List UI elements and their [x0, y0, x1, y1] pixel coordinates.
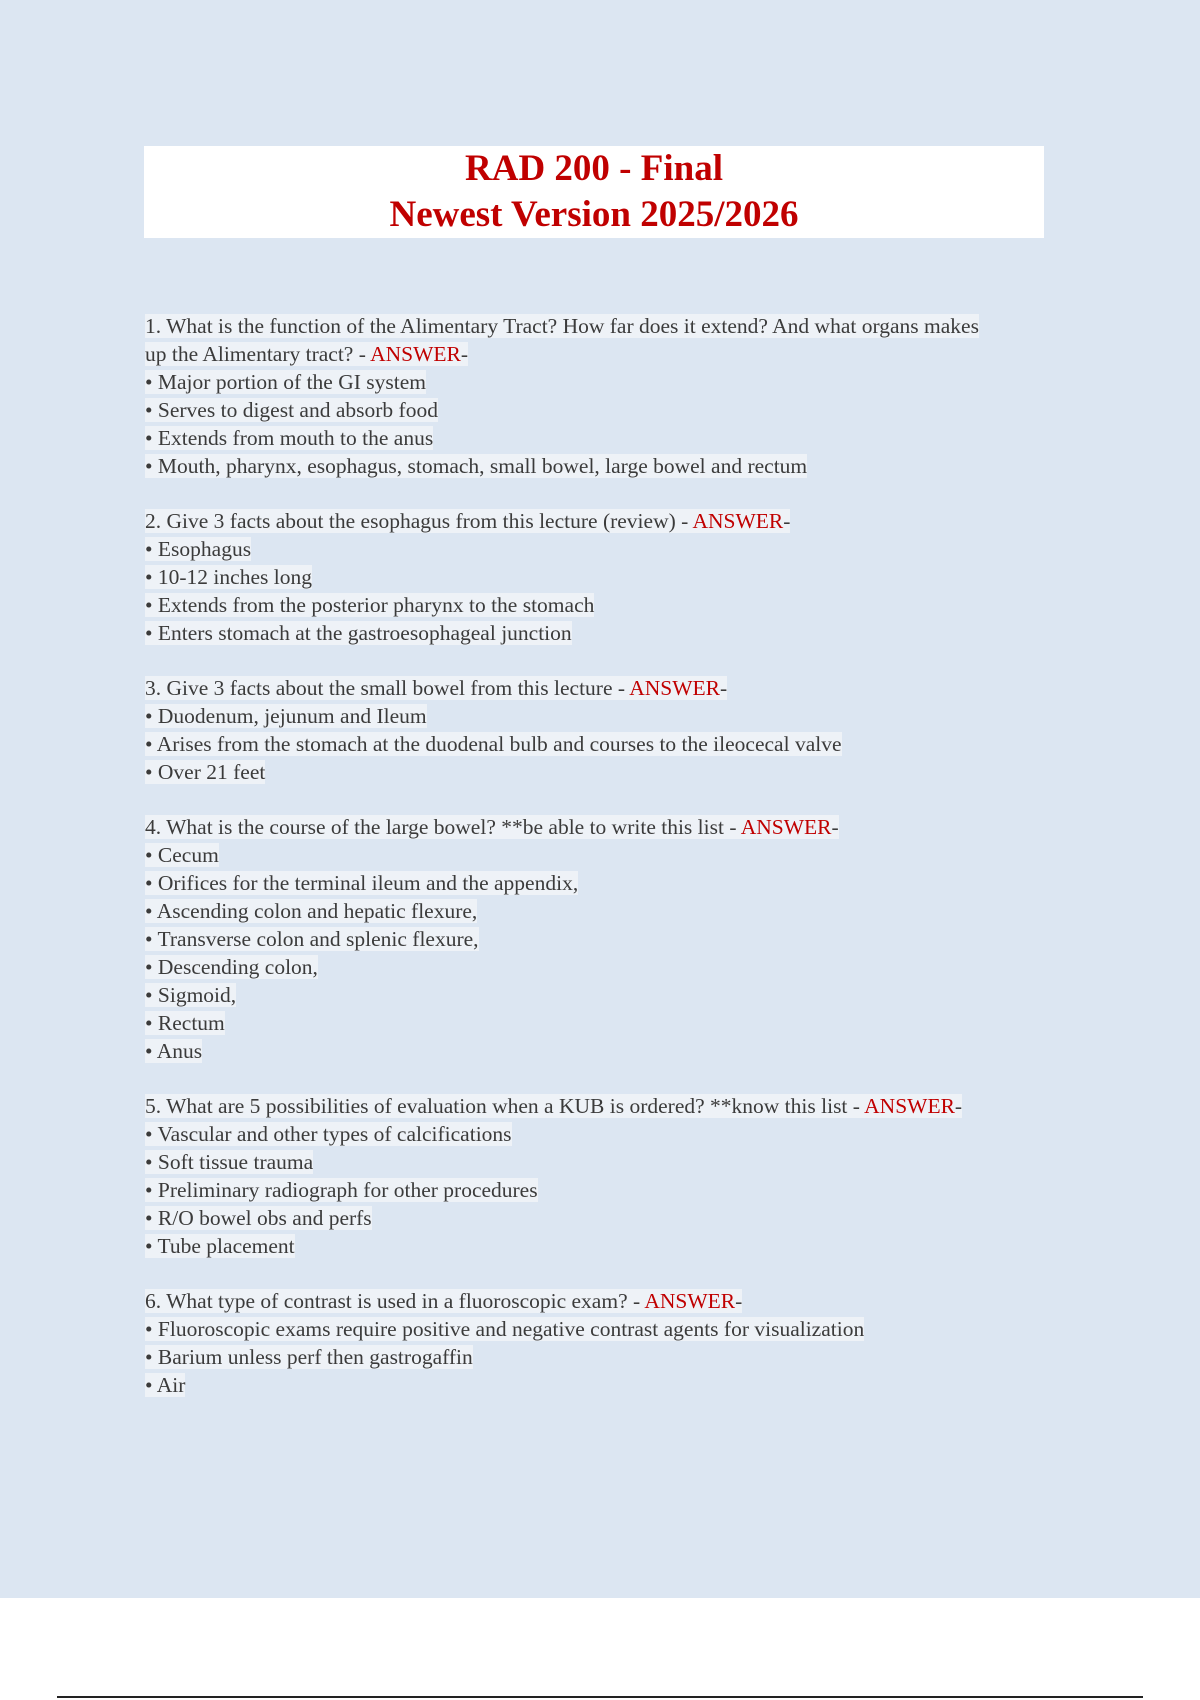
question-block-1: 1. What is the function of the Alimentary Tract? How far does it extend? And what organs makes up the Alimentary tract? - ANSWER- • Major portion of the GI system • Serves to digest and absorb food • Extends from mouth to the anus • Mouth, pharynx, esophagus, stomach, small bowel, large bowel and rectum [145, 314, 979, 478]
question-block-3: 3. Give 3 facts about the small bowel from this lecture - ANSWER- • Duodenum, jejunum and Ileum • Arises from the stomach at the duodenal bulb and courses to the ileocecal valve • Over 21 feet [145, 676, 842, 784]
question-block-6: 6. What type of contrast is used in a fluoroscopic exam? - ANSWER- • Fluoroscopic exams require positive and negative contrast agents for visualization • Barium unless perf then gastrogaffin • Air [145, 1289, 865, 1397]
list-item: • R/O bowel obs and perfs [145, 1206, 372, 1230]
list-item: • Cecum [145, 843, 219, 867]
question-text: 1. What is the function of the Alimentary Tract? How far does it extend? And what organs makes [145, 314, 979, 338]
list-item: • Descending colon, [145, 955, 318, 979]
question-text: 5. What are 5 possibilities of evaluation when a KUB is ordered? **know this list - [145, 1094, 865, 1118]
question-text: 2. Give 3 facts about the esophagus from this lecture (review) - [145, 509, 693, 533]
list-item: • Serves to digest and absorb food [145, 398, 438, 422]
list-item: • Soft tissue trauma [145, 1150, 314, 1174]
list-item: • Esophagus [145, 537, 252, 561]
title-line-2: Newest Version 2025/2026 [389, 194, 799, 235]
list-item: • Extends from the posterior pharynx to the stomach [145, 593, 595, 617]
list-item: • 10-12 inches long [145, 565, 312, 589]
qa-content [145, 312, 1105, 1426]
question-text: 4. What is the course of the large bowel? **be able to write this list - [145, 815, 741, 839]
list-item: • Major portion of the GI system [145, 370, 427, 394]
question-text: 6. What type of contrast is used in a fluoroscopic exam? - [145, 1289, 645, 1313]
answer-label: ANSWER [644, 1289, 736, 1313]
question-text-cont: up the Alimentary tract? - [145, 342, 371, 366]
question-block-4: 4. What is the course of the large bowel? **be able to write this list - ANSWER- • Cecum • Orifices for the terminal ileum and the appendix, • Ascending colon and hepatic flexure, • Transverse colon and splenic flexure, • Descending colon, • Sigmoid, • Rectum • Anus [145, 815, 839, 1063]
footer-divider [57, 1696, 1143, 1698]
answer-label: ANSWER [692, 509, 784, 533]
answer-label: ANSWER [864, 1094, 955, 1118]
list-item: • Duodenum, jejunum and Ileum [145, 704, 427, 728]
answer-label: ANSWER [370, 342, 461, 366]
list-item: • Rectum [145, 1011, 225, 1035]
list-item: • Sigmoid, [145, 983, 237, 1007]
title-line-1: RAD 200 - Final [465, 148, 723, 189]
list-item: • Ascending colon and hepatic flexure, [145, 899, 478, 923]
list-item: • Air [145, 1373, 186, 1397]
question-text: 3. Give 3 facts about the small bowel from this lecture - [145, 676, 630, 700]
question-block-5: 5. What are 5 possibilities of evaluation when a KUB is ordered? **know this list - ANSWER- • Vascular and other types of calcifications • Soft tissue trauma • Preliminary radiograph for other procedures • R/O bowel obs and perfs • Tube placement [145, 1094, 963, 1258]
list-item: • Over 21 feet [145, 760, 266, 784]
list-item: • Enters stomach at the gastroesophageal junction [145, 621, 572, 645]
list-item: • Vascular and other types of calcifications [145, 1122, 512, 1146]
list-item: • Mouth, pharynx, esophagus, stomach, small bowel, large bowel and rectum [145, 454, 808, 478]
list-item: • Extends from mouth to the anus [145, 426, 434, 450]
list-item: • Preliminary radiograph for other procedures [145, 1178, 538, 1202]
title-box [144, 146, 1044, 238]
question-block-2: 2. Give 3 facts about the esophagus from this lecture (review) - ANSWER- • Esophagus • 10-12 inches long • Extends from the posterior pharynx to the stomach • Enters stomach at the gastroesophageal junction [145, 509, 791, 645]
list-item: • Barium unless perf then gastrogaffin [145, 1345, 473, 1369]
list-item: • Arises from the stomach at the duodenal bulb and courses to the ileocecal valve [145, 732, 842, 756]
list-item: • Anus [145, 1039, 203, 1063]
list-item: • Transverse colon and splenic flexure, [145, 927, 479, 951]
list-item: • Orifices for the terminal ileum and the appendix, [145, 871, 579, 895]
answer-label: ANSWER [740, 815, 832, 839]
list-item: • Fluoroscopic exams require positive and negative contrast agents for visualization [145, 1317, 865, 1341]
list-item: • Tube placement [145, 1234, 295, 1258]
answer-label: ANSWER [629, 676, 721, 700]
